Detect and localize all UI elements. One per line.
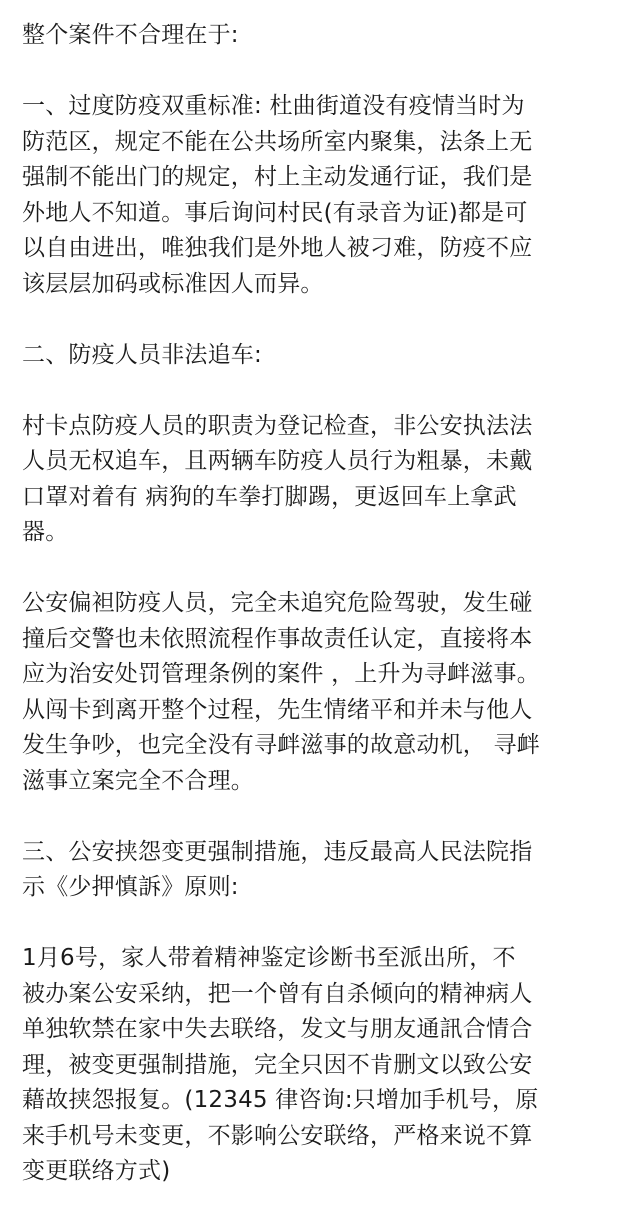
text-line: 口罩对着有 病狗的车拳打脚踢，更返回车上拿武 <box>22 483 517 510</box>
text-line: 公安偏袒防疫人员，完全未追究危险驾驶，发生碰 <box>22 590 533 616</box>
text-line: 应为治安处罚管理条例的案件 ，上升为寻衅滋事。 <box>22 661 540 687</box>
police-bias-paragraph <box>22 586 612 799</box>
text-line: 二、防疫人员非法追车: <box>22 341 262 368</box>
point-two-paragraph <box>22 409 612 551</box>
text-line: 变更联络方式) <box>22 1158 171 1184</box>
text-line: 器。 <box>22 519 69 545</box>
point-three-paragraph <box>22 941 612 1190</box>
text-line: 以自由进出，唯独我们是外地人被刁难，防疫不应 <box>22 235 533 261</box>
text-line: 理，被变更强制措施，完全只因不肯删文以致公安 <box>22 1051 533 1078</box>
text-line: 撞后交警也未依照流程作事故责任认定，直接将本 <box>22 625 533 652</box>
text-line: 该层层加码或标准因人而异。 <box>22 270 324 297</box>
text-line: 人员无权追车，且两辆车防疫人员行为粗暴，未戴 <box>22 448 533 474</box>
point-one-paragraph <box>22 89 612 302</box>
text-line: 整个案件不合理在于: <box>22 22 239 48</box>
point-two-heading <box>22 338 612 374</box>
text-line: 滋事立案完全不合理。 <box>22 767 254 794</box>
text-line: 被办案公安采纳，把一个曾有自杀倾向的精神病人 <box>22 980 533 1007</box>
point-three-heading <box>22 835 612 906</box>
text-line: 村卡点防疫人员的职责为登记检查，非公安执法法 <box>22 412 533 439</box>
heading-paragraph <box>22 18 612 54</box>
text-line: 三、公安挟怨变更强制措施，违反最高人民法院指 <box>22 838 533 865</box>
text-line: 强制不能出门的规定，村上主动发通行证，我们是 <box>22 164 533 190</box>
document-body <box>22 18 612 1225</box>
text-line: 发生争吵，也完全没有寻衅滋事的故意动机， 寻衅 <box>22 732 540 758</box>
text-line: 外地人不知道。事后询问村民(有录音为证)都是可 <box>22 199 528 226</box>
text-line: 来手机号未变更，不影响公安联络，严格来说不算 <box>22 1122 533 1149</box>
text-line: 藉故挟怨报复。(12345 律咨询:只增加手机号，原 <box>22 1087 539 1113</box>
text-line: 从闯卡到离开整个过程，先生情绪平和并未与他人 <box>22 696 533 723</box>
text-line: 示《少押慎訴》原则: <box>22 874 239 900</box>
text-line: 防范区，规定不能在公共场所室内聚集，法条上无 <box>22 128 533 155</box>
text-line: 一、过度防疫双重标准: 杜曲街道没有疫情当时为 <box>22 93 525 119</box>
text-line: 单独软禁在家中失去联络，发文与朋友通訊合情合 <box>22 1016 533 1042</box>
text-line: 1月6号，家人带着精神鉴定诊断书至派出所，不 <box>22 945 516 971</box>
